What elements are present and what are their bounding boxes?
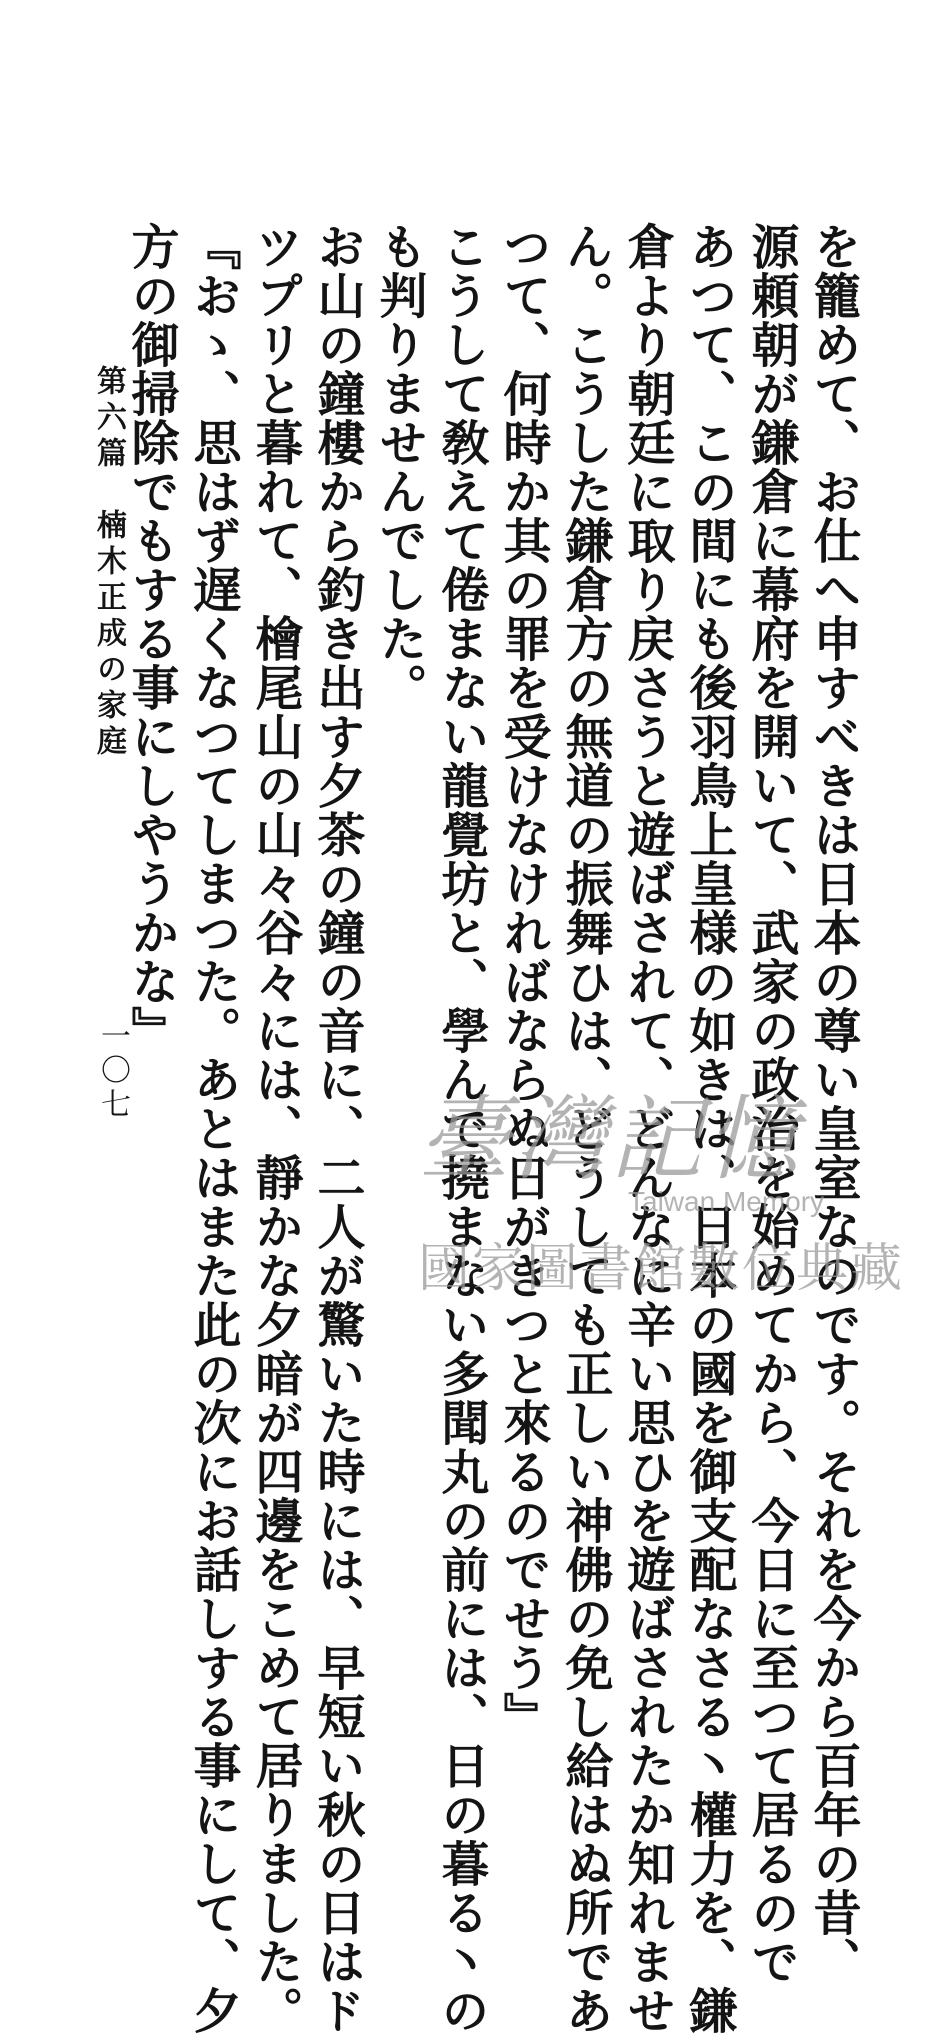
text-line: 源頼朝が鎌倉に幕府を開いて、武家の政治を始めてから、今日に至つて居るので	[743, 222, 799, 1986]
text-line: も判りませんでした。	[371, 222, 427, 712]
text-line: あつて、この間にも後羽鳥上皇様の如きは、日本の國を御支配なさる丶權力を、鎌	[681, 222, 737, 2035]
text-line: こうして敎えて倦まない龍覺坊と、學んで撓まない多聞丸の前には、日の暮る丶の	[433, 222, 489, 2035]
text-line: つて、何時か其の罪を受けなければならぬ日がきつと來るのでせう』	[495, 222, 551, 1741]
watermark-latin: Taiwan Memory	[628, 1186, 825, 1217]
text-line: 倉より朝廷に取り戻さうと遊ばされて、どんなに辛い思ひを遊ばされたか知れませ	[619, 222, 675, 2035]
running-head: 第六篇 楠木正成の家庭	[91, 365, 126, 761]
text-line: お山の鐘樓から釣き出す夕茶の鐘の音に、二人が驚いた時には、早短い秋の日はド	[309, 222, 365, 2035]
text-line: ツプリと暮れて、檜尾山の山々谷々には、靜かな夕暗が四邊をこめて居りました。	[247, 222, 303, 2035]
text-line: ん。こうした鎌倉方の無道の振舞ひは、どうしても正しい神佛の免し給はぬ所であ	[557, 222, 613, 2035]
watermark-title: 臺灣記憶	[418, 1086, 803, 1193]
text-line: を籠めて、お仕へ申すべきは日本の尊い皇室なのです。それを今から百年の昔、	[805, 222, 861, 1986]
text-line: 方の御掃除でもする事にしやうかな』	[123, 222, 179, 1055]
text-line: 『おゝ、思はず遅くなつてしまつた。あとはまた此の次にお話しする事にして、夕	[185, 222, 241, 2035]
body-text	[120, 222, 864, 2035]
watermark-subtitle: 國家圖書館數位典藏	[418, 1239, 905, 1299]
page-number: 一〇七	[95, 1020, 130, 1122]
